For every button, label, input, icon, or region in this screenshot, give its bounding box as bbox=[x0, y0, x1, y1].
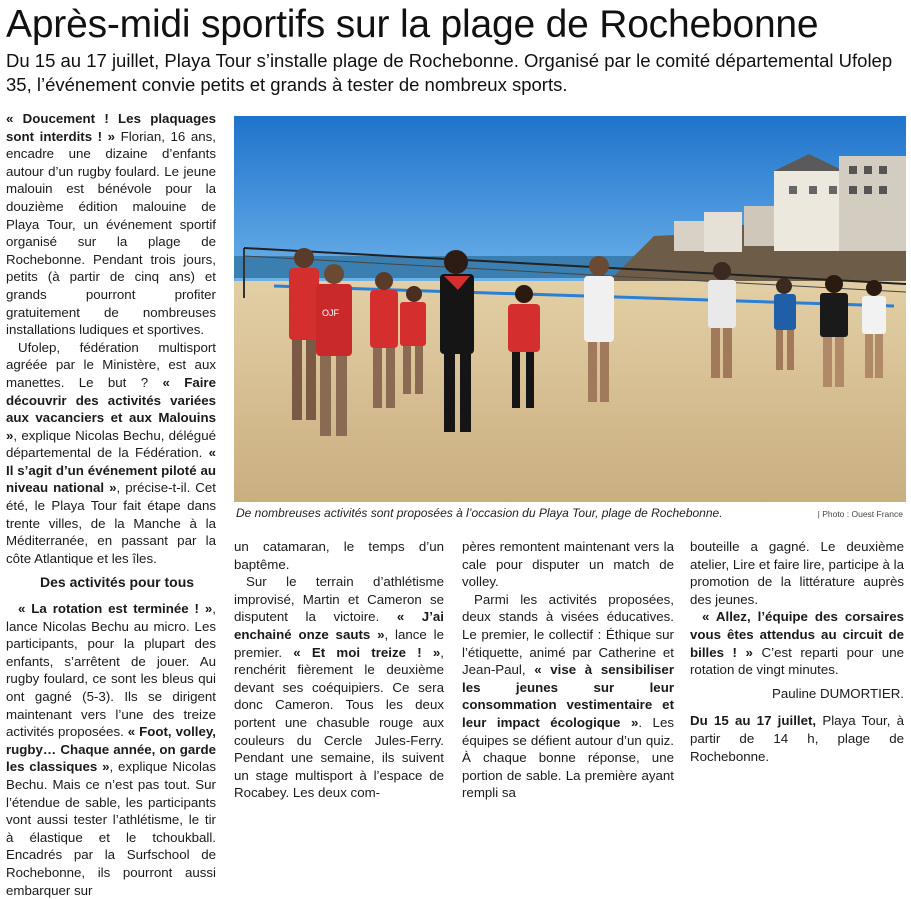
standfirst: Du 15 au 17 juillet, Playa Tour s’installe plage de Rochebonne. Organisé par le comité départemental Ufolep 35, l’événement convie petits et grands à tester de nombreux sports. bbox=[6, 50, 893, 95]
column-4 bbox=[690, 538, 904, 765]
text: , lance Nicolas Bechu au micro. Les participants, pour la plupart des enfants, s’arrêtent de jouer. Au rugby foulard, ce sont les bleus qui ont gagné (5-3). Ils se dirigent maintenant vers l’une des treize activités proposées. bbox=[6, 601, 216, 740]
paragraph bbox=[462, 591, 674, 802]
text: Ufolep, fédération multisport agréée par le Ministère, est aux manettes. Le but ? bbox=[6, 339, 216, 390]
paragraph bbox=[6, 600, 216, 899]
quote: « J’ai enchainé onze sauts » bbox=[234, 609, 444, 642]
text: , précise-t-il. Cet été, le Playa Tour fait étape dans trente villes, de la Manche à la Méditerranée, en passant par la côte Atlantique et les îles. bbox=[6, 480, 216, 566]
text: , lance le premier. bbox=[234, 626, 444, 660]
text: , renchérit fièrement le deuxième devant ses coéquipiers. Ce sera donc Cameron. Tous les deux portent une chasuble rouge aux couleurs du Cercle Jules-Ferry. Pendant une semaine, ils suivent un stage multisport à l’espace de Rocabey. Les deux com- bbox=[234, 644, 444, 801]
quote: « Faire découvrir des activités variées aux vacanciers et aux Malouins » bbox=[6, 374, 216, 443]
date: Du 15 au 17 juillet, bbox=[690, 713, 817, 729]
paragraph bbox=[6, 339, 216, 568]
text: Sur le terrain d’athlétisme improvisé, Martin et Cameron se disputent la victoire. bbox=[234, 574, 444, 625]
paragraph bbox=[6, 110, 216, 339]
text: bouteille a gagné. Le deuxième atelier, Lire et faire lire, participe à la promotion de la littérature auprès des jeunes. bbox=[690, 539, 904, 607]
quote: « La rotation est terminée ! » bbox=[18, 601, 213, 617]
paragraph bbox=[234, 538, 444, 573]
text: Playa Tour, à partir de 14 h, plage de Rochebonne. bbox=[690, 713, 904, 764]
quote: « Doucement ! Les plaquages sont interdits ! » bbox=[6, 111, 216, 144]
quote: « Allez, l’équipe des corsaires vous êtes attendus au circuit de billes ! » bbox=[690, 609, 904, 660]
quote: « vise à sensibiliser les jeunes sur leur consommation vestimentaire et leur impact écologique » bbox=[462, 662, 674, 730]
photo-credit: | Photo : Ouest France bbox=[817, 509, 903, 519]
bib-logo: OJF bbox=[322, 308, 339, 318]
text: , explique Nicolas Bechu, délégué départemental de la Fédération. bbox=[6, 427, 216, 461]
paragraph bbox=[234, 573, 444, 802]
quote: « Il s’agit d’un événement piloté au niveau national » bbox=[6, 445, 216, 496]
column-1 bbox=[6, 110, 216, 899]
paragraph bbox=[690, 538, 904, 608]
text: Parmi les activités proposées, deux stands à visées éducatives. Le premier, le collectif : Éthique sur l’étiquette, animé par Catherine et Jean-Paul, bbox=[462, 591, 674, 678]
quote: « Foot, volley, rugby… Chaque année, on garde les classiques » bbox=[6, 724, 216, 775]
info-line bbox=[690, 712, 904, 765]
text: . Les équipes se défient autour d’un quiz. À chaque bonne réponse, une portion de sable. La première ayant rempli sa bbox=[462, 714, 674, 801]
column-2 bbox=[234, 538, 444, 802]
text: , explique Nicolas Bechu. Mais ce n’est pas tout. Sur l’étendue de sable, les participants vont aussi tester l’athlétisme, le tir à élastique et le tchoukball. Encadrés par la Surfschool de Rochebonne, ils pourront aussi embarquer sur bbox=[6, 759, 216, 898]
column-3 bbox=[462, 538, 674, 802]
subhead: Des activités pour tous bbox=[40, 574, 195, 591]
text: C’est reparti pour une rotation de vingt minutes. bbox=[690, 644, 904, 678]
beach-scene-illustration bbox=[234, 116, 906, 502]
text: Florian, 16 ans, encadre une dizaine d’enfants autour d’un rugby foulard. Le jeune malouin est bénévole pour la douzième édition malouine de Playa Tour, un événement sportif organisé sur la plage de Rochebonne. Pendant trois jours, petits (à partir de cinq ans) et grands pourront profiter gratuitement de nombreuses installations ludiques et sportives. bbox=[6, 128, 216, 338]
text: un catamaran, le temps d’un baptême. bbox=[234, 539, 444, 572]
headline: Après-midi sportifs sur la plage de Rochebonne bbox=[6, 3, 819, 46]
photo-caption: De nombreuses activités sont proposées à l’occasion du Playa Tour, plage de Rochebonne. bbox=[236, 506, 723, 520]
paragraph bbox=[690, 608, 904, 678]
signature: Pauline DUMORTIER. bbox=[771, 685, 904, 701]
paragraph bbox=[462, 538, 674, 591]
quote: « Et moi treize ! » bbox=[293, 644, 441, 660]
text: pères remontent maintenant vers la cale pour disputer un match de volley. bbox=[462, 539, 674, 590]
beach-photo bbox=[234, 116, 906, 502]
